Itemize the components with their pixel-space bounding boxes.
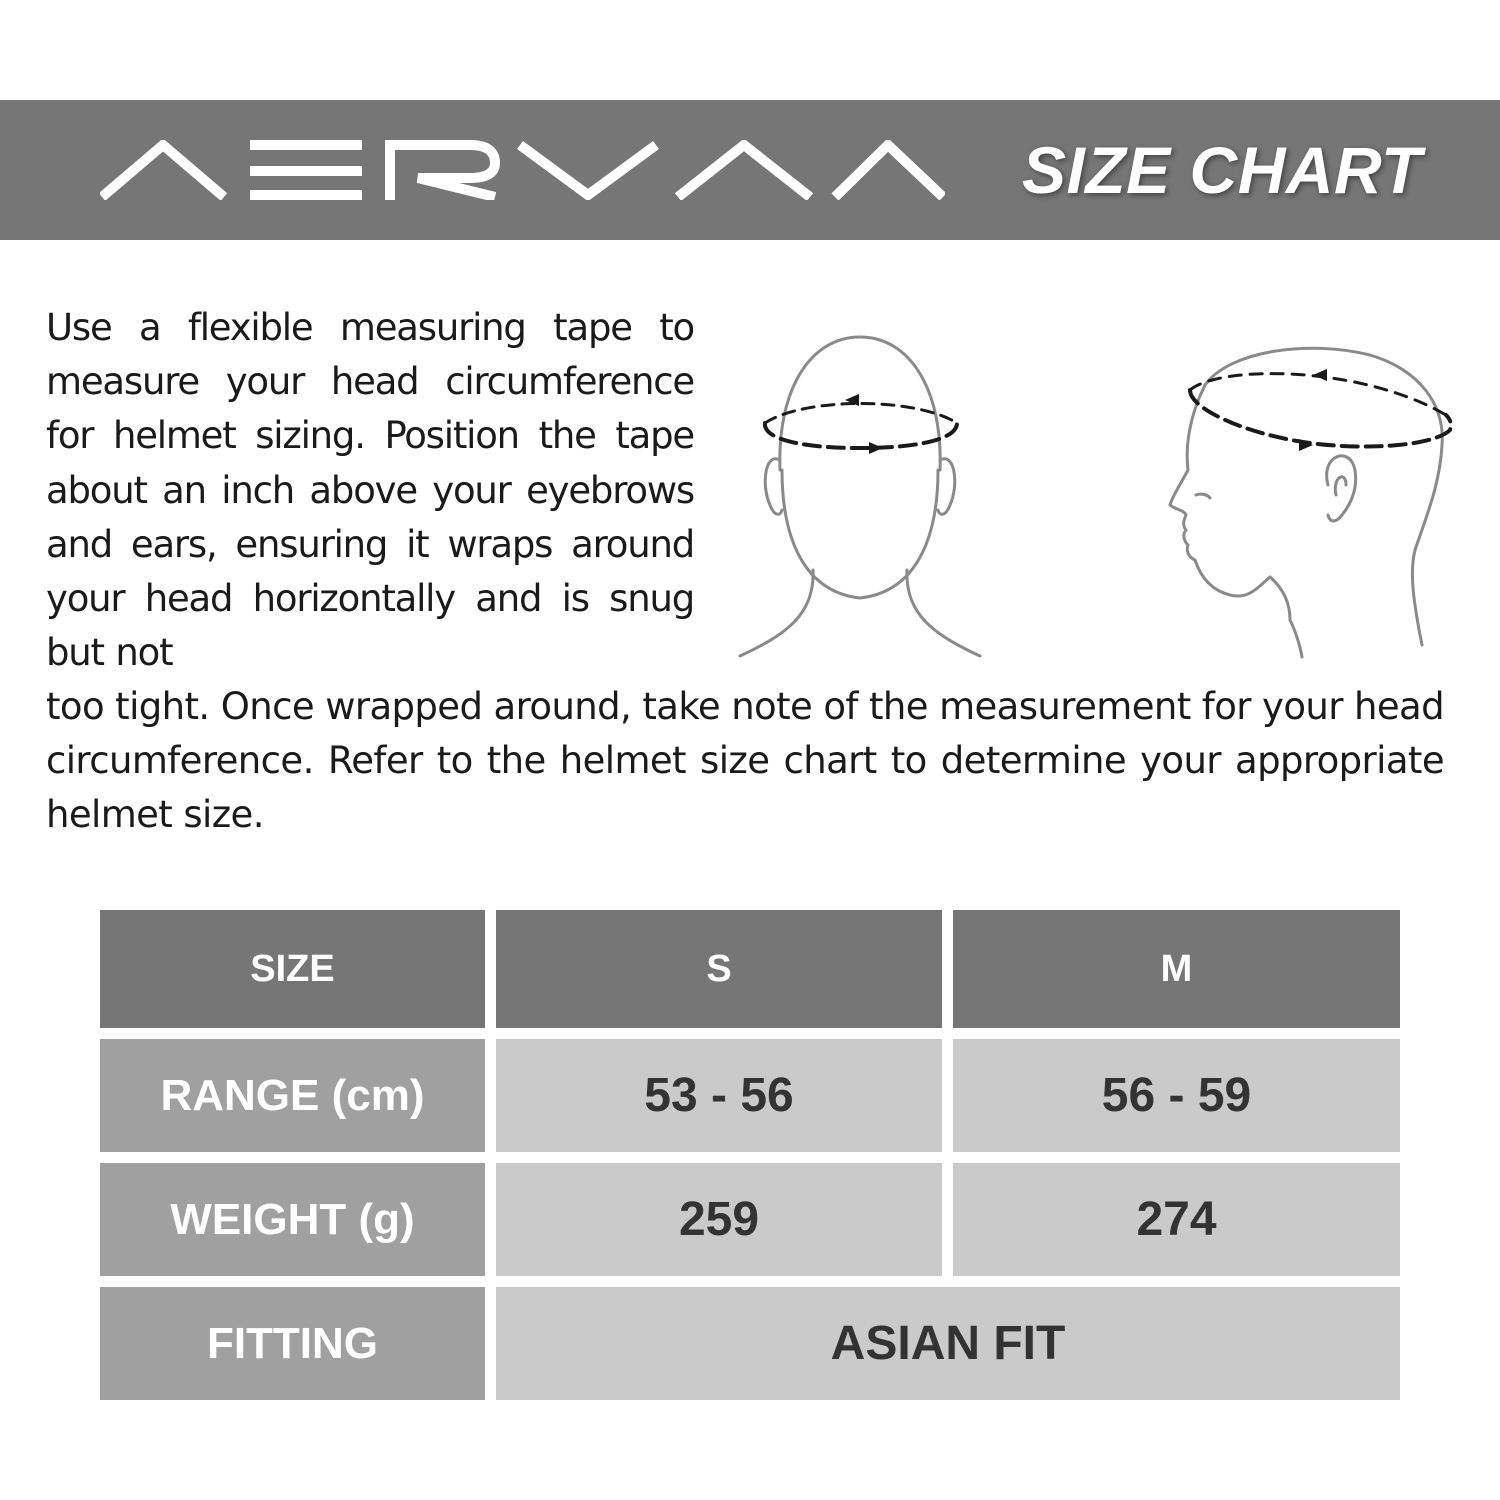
instructions-text-continued: too tight. Once wrapped around, take note of the measurement for your head circumference. Refer to the helmet size chart to determine your appropriate helmet size.	[46, 685, 1444, 837]
instructions-text: Use a flexible measuring tape to measure your head circumference for helmet sizing. Position the tape about an inch above your eyebrows and ears, ensuring it wraps around your head horizontally and is snug but not	[46, 306, 694, 675]
range-s-value: 53 - 56	[496, 1039, 942, 1152]
head-side-measurement-icon	[1160, 345, 1460, 660]
weight-s-value: 259	[496, 1163, 942, 1276]
range-m-value: 56 - 59	[953, 1039, 1400, 1152]
brand-logo	[100, 140, 945, 200]
header-banner	[0, 100, 1500, 240]
weight-m-value: 274	[953, 1163, 1400, 1276]
fitting-value: ASIAN FIT	[496, 1287, 1400, 1400]
row-label-range: RANGE (cm)	[100, 1039, 485, 1152]
row-label-fitting: FITTING	[100, 1287, 485, 1400]
table-header-m: M	[953, 910, 1400, 1028]
row-label-weight: WEIGHT (g)	[100, 1163, 485, 1276]
table-header-size: SIZE	[100, 910, 485, 1028]
size-chart-title: SIZE CHART	[1022, 133, 1422, 207]
head-front-measurement-icon	[735, 330, 985, 660]
table-header-s: S	[496, 910, 942, 1028]
